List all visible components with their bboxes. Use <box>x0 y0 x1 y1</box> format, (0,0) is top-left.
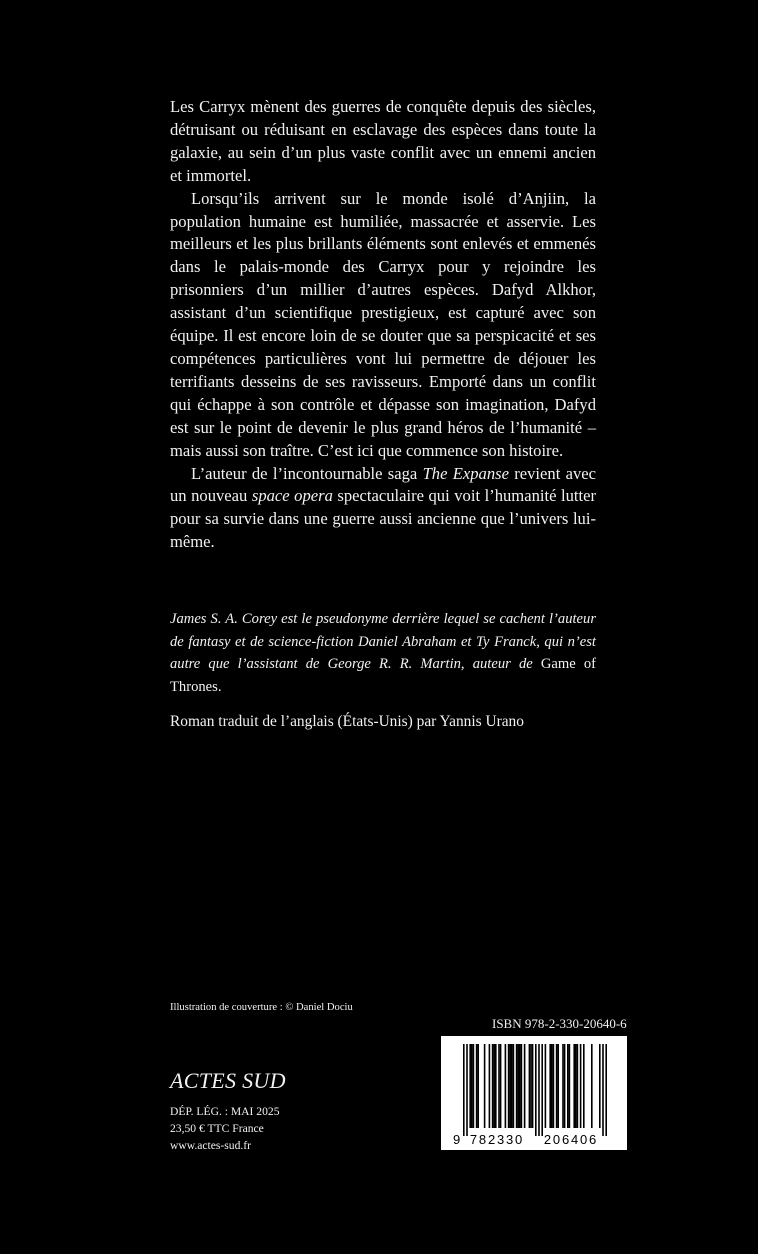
barcode-bar <box>469 1044 471 1128</box>
translator-credit: Roman traduit de l’anglais (États-Unis) par Yannis Urano <box>170 713 524 730</box>
bio-end: . <box>217 678 222 695</box>
blurb-text: revient avec un nouveau <box>170 463 596 506</box>
barcode-bar <box>498 1044 500 1128</box>
barcode-bar <box>556 1044 558 1128</box>
legal-deposit: DÉP. LÉG. : MAI 2025 <box>170 1105 280 1118</box>
barcode-bar <box>567 1044 569 1128</box>
barcode-bar <box>471 1044 473 1128</box>
barcode-bar <box>524 1044 526 1128</box>
isbn: ISBN 978-2-330-20640-6 <box>492 1016 627 1031</box>
barcode-digits-left: 782330 <box>469 1132 525 1147</box>
barcode-bar <box>575 1044 577 1128</box>
barcode-bar <box>505 1044 507 1128</box>
barcode-bar <box>557 1044 559 1128</box>
website: www.actes-sud.fr <box>170 1138 252 1152</box>
barcode-graphic <box>441 1036 627 1150</box>
barcode-bar <box>599 1044 601 1128</box>
barcode-bar <box>541 1044 543 1136</box>
barcode-bar <box>492 1044 494 1128</box>
barcode-bar <box>535 1044 537 1136</box>
barcode-bar <box>549 1044 551 1128</box>
barcode-bar <box>516 1044 518 1128</box>
barcode-bar <box>508 1044 510 1128</box>
blurb-paragraph-1: Les Carryx mènent des guerres de conquête depuis des siècles, détruisant ou réduisant en esclavage des espèces dans toute la galaxie, au sein d’un plus vaste conflit avec un ennemi ancien et immortel. <box>170 97 596 185</box>
barcode-bar <box>466 1044 468 1136</box>
barcode-bar <box>538 1044 540 1136</box>
illustration-credit: Illustration de couverture : © Daniel Dociu <box>170 1002 353 1013</box>
blurb-text: spectaculaire qui voit l’humanité lutter pour sa survie dans une guerre aussi ancienne que l’univers lui-même. <box>170 486 596 552</box>
barcode-bar <box>573 1044 575 1128</box>
barcode-bar <box>545 1044 547 1128</box>
barcode-bar <box>602 1044 604 1136</box>
blurb-paragraph-3 <box>170 463 596 555</box>
price: 23,50 € TTC France <box>170 1121 264 1135</box>
barcode-bar <box>493 1044 495 1128</box>
genre-term: space opera <box>251 486 333 506</box>
barcode-bar <box>476 1044 478 1128</box>
barcode-bar <box>591 1044 593 1128</box>
barcode-digits-right: 206406 <box>543 1132 599 1147</box>
barcode-bar <box>551 1044 553 1128</box>
barcode-bars <box>463 1044 607 1136</box>
blurb-text: L’auteur de l’incontournable saga <box>191 463 423 483</box>
publisher-logo: ACTES SUD <box>170 1068 286 1093</box>
barcode <box>441 1036 627 1150</box>
barcode-bar <box>477 1044 479 1128</box>
author-bio <box>170 608 596 698</box>
barcode-bar <box>530 1044 532 1128</box>
barcode-bar <box>562 1044 564 1128</box>
barcode-bar <box>580 1044 582 1128</box>
barcode-bar <box>517 1044 519 1128</box>
blurb-paragraph-2: Lorsqu’ils arrivent sur le monde isolé d’Anjiin, la population humaine est humiliée, massacrée et asservie. Les meilleurs et les plus brillants éléments sont enlevés et emmenés dans le palais-monde des Carryx pour y rejoindre les prisonniers d’un millier d’autres espèces. Dafyd Alkhor, assistant d’un scientifique prestigieux, est capturé avec son équipe. Il est encore loin de se douter que sa perspicacité et ses compétences particulières vont lui permettre de déjouer les terrifiants desseins de ses ravisseurs. Emporté dans un conflit qui échappe à son contrôle et dépasse son imagination, Dafyd est sur le point de devenir le plus grand héros de l’humanité – mais aussi son traître. C’est ici que commence son histoire. <box>170 188 596 460</box>
barcode-bar <box>511 1044 513 1128</box>
barcode-bar <box>519 1044 521 1128</box>
barcode-bar <box>577 1044 579 1128</box>
barcode-bar <box>489 1044 491 1128</box>
barcode-bar <box>463 1044 465 1136</box>
barcode-bar <box>583 1044 585 1128</box>
author-bio-text: James S. A. Corey est le pseudonyme derrière lequel se cachent l’auteur de fantasy et de science-fiction Daniel Abraham et Ty Franck, qui n’est autre que l’assistant de George R. R. Martin, auteur de <box>170 611 596 673</box>
barcode-bar <box>521 1044 523 1128</box>
barcode-bar <box>564 1044 566 1128</box>
barcode-bar <box>509 1044 511 1128</box>
barcode-digit-first: 9 <box>453 1132 461 1147</box>
work-title: Game of Thrones <box>170 656 596 695</box>
barcode-bar <box>513 1044 515 1128</box>
barcode-bar <box>473 1044 475 1128</box>
barcode-bar <box>605 1044 607 1136</box>
barcode-bar <box>484 1044 486 1128</box>
blurb <box>170 96 596 554</box>
barcode-bar <box>495 1044 497 1128</box>
barcode-bar <box>529 1044 531 1128</box>
barcode-bar <box>500 1044 502 1128</box>
barcode-bar <box>532 1044 534 1128</box>
series-title: The Expanse <box>422 463 509 483</box>
barcode-bar <box>569 1044 571 1128</box>
legal-info <box>170 1104 280 1154</box>
barcode-bar <box>553 1044 555 1128</box>
